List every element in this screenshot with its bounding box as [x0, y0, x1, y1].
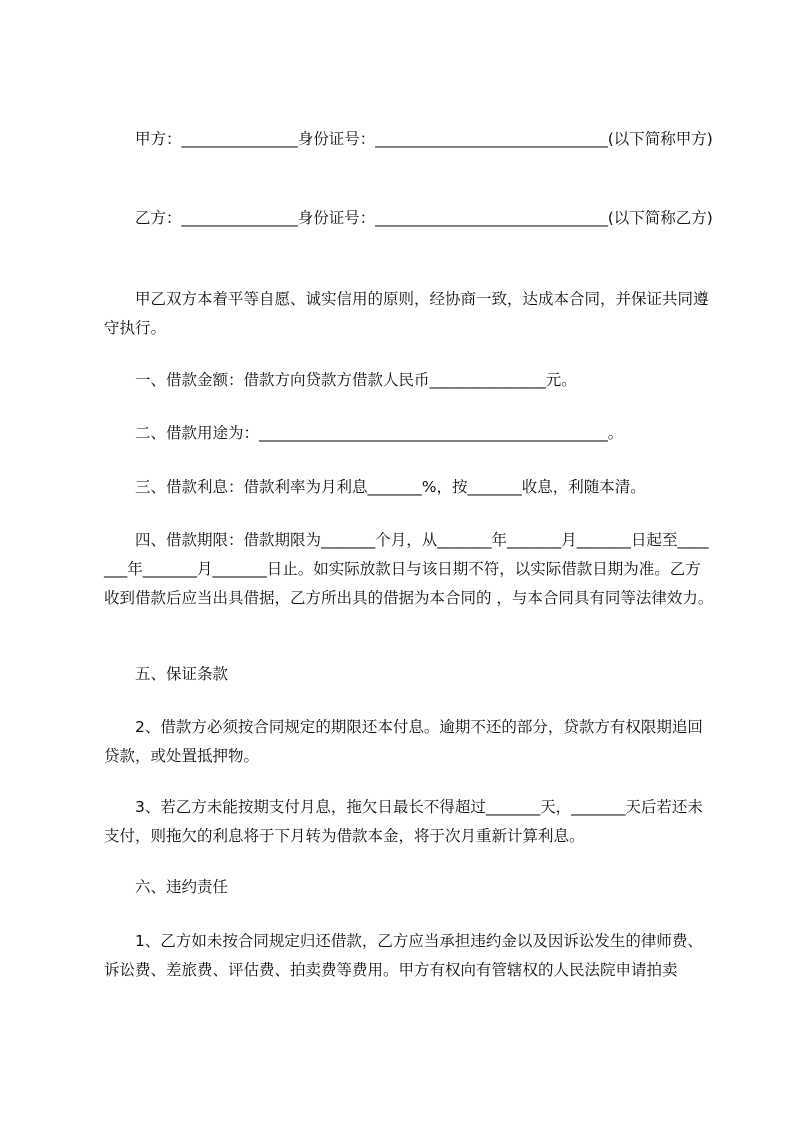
party-b-line: 乙方：_______________身份证号：______________________________(以下简称乙方) — [104, 209, 713, 227]
clause-interest: 三、借款利息：借款利率为月利息_______%，按_______收息，利随本清。 — [104, 478, 646, 496]
party-a-line: 甲方：_______________身份证号：______________________________(以下简称甲方) — [104, 130, 713, 148]
preamble-paragraph: 甲乙双方本着平等自愿、诚实信用的原则，经协商一致，达成本合同，并保证共同遵守执行。 — [104, 290, 709, 337]
clause-loan-purpose: 二、借款用途为：_____________________________________________。 — [104, 424, 624, 442]
clause-guarantee-heading: 五、保证条款 — [104, 665, 229, 683]
clause-liability-heading: 六、违约责任 — [104, 878, 229, 896]
clause-guarantee-item-2: 2、借款方必须按合同规定的期限还本付息。逾期不还的部分，贷款方有权限期追回贷款，或处置抵押物。 — [104, 718, 703, 765]
clause-liability-item-1: 1、乙方如未按合同规定归还借款，乙方应当承担违约金以及因诉讼发生的律师费、诉讼费、差旅费、评估费、拍卖费等费用。甲方有权向有管辖权的人民法院申请拍卖 — [104, 932, 703, 979]
clause-guarantee-item-3: 3、若乙方未能按期支付月息，拖欠日最长不得超过_______天，_______天后若还未支付，则拖欠的利息将于下月转为借款本金，将于次月重新计算利息。 — [104, 798, 703, 845]
clause-loan-amount: 一、借款金额：借款方向贷款方借款人民币_______________元。 — [104, 371, 577, 389]
clause-loan-term: 四、借款期限：借款期限为_______个月，从_______年_______月_______日起至_______年_______月_______日止。如实际放款日与该日期不符，以实际借款日期为准。乙方收到借款后应当出具借据，乙方所出具的借据为本合同的 ，与本合同具有同等法律效力。 — [104, 531, 714, 607]
